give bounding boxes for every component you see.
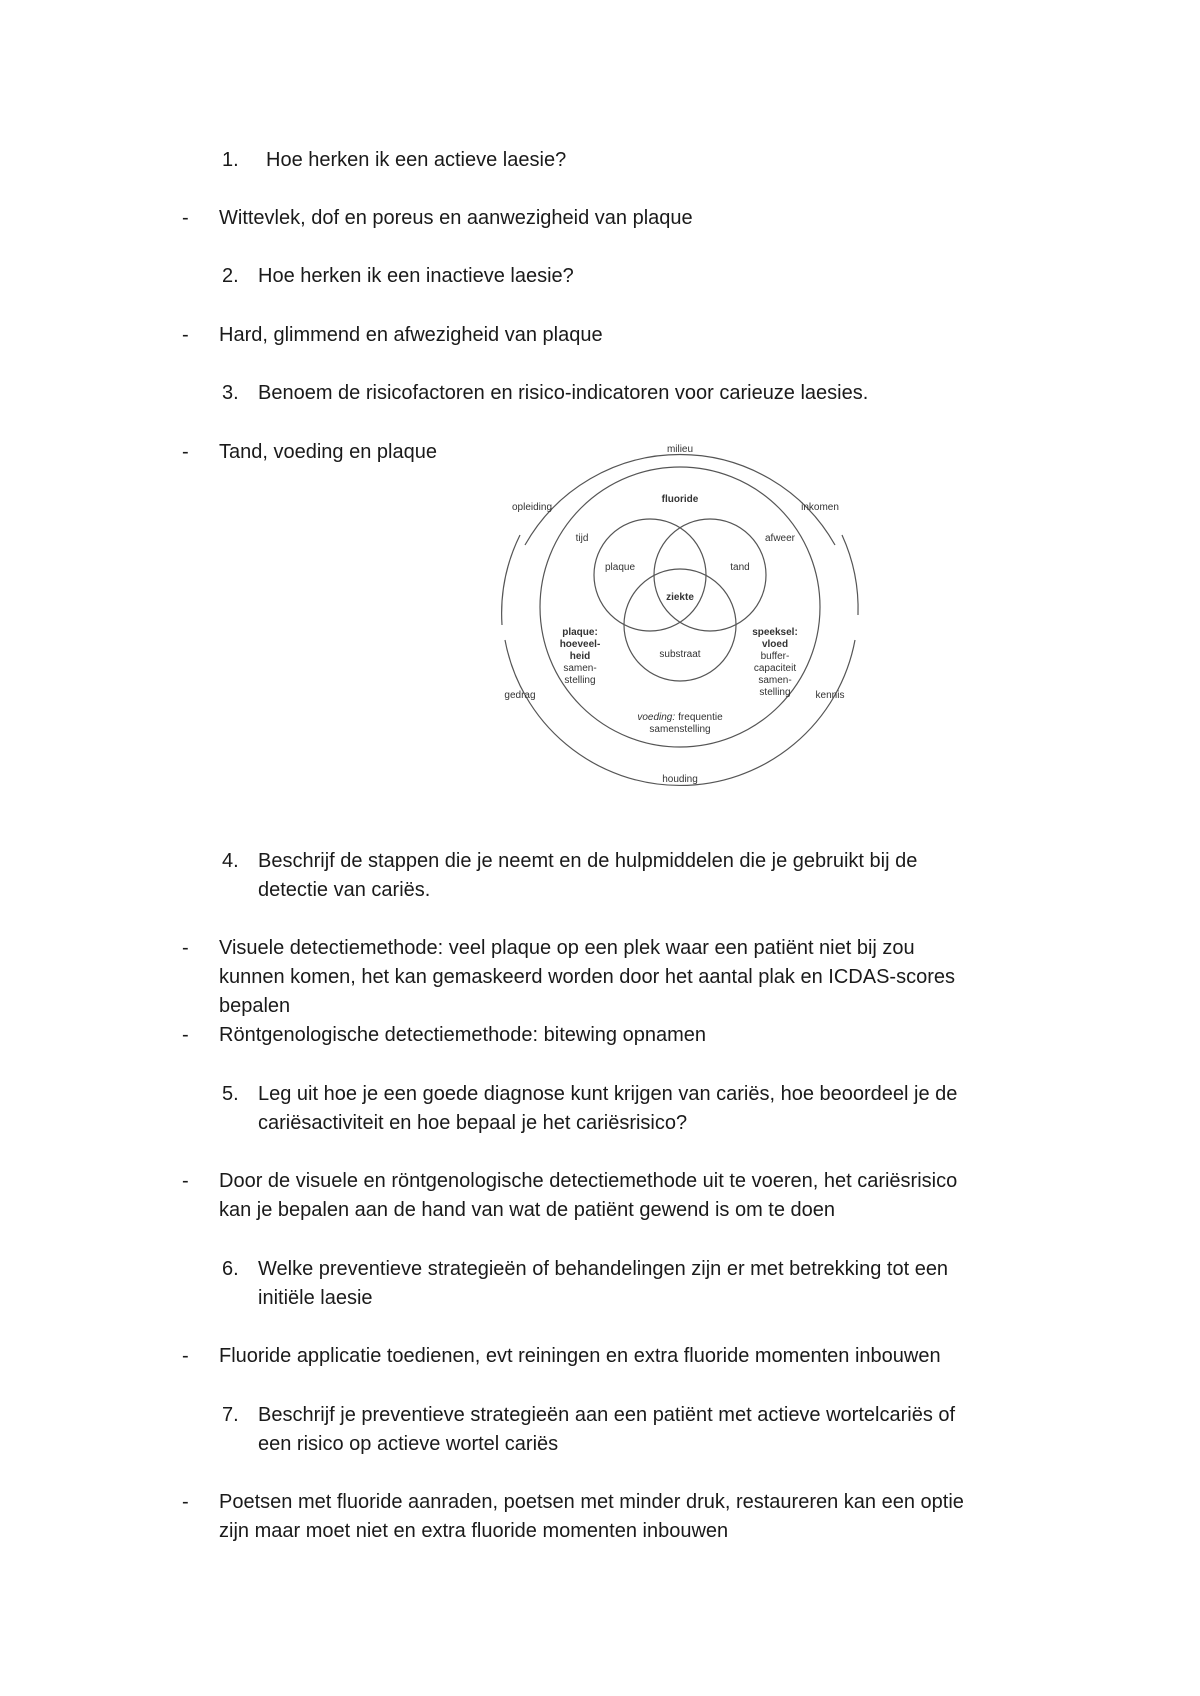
label-left-block: hoeveel- — [559, 639, 601, 650]
label-left-block: samen- — [563, 663, 597, 674]
label-substraat: substraat — [659, 649, 701, 660]
label-right-block: capaciteit — [753, 663, 797, 674]
answer-text: Visuele detectiemethode: veel plaque op een plek waar een patiënt niet bij zou — [219, 937, 915, 959]
label-right-block: buffer- — [760, 651, 790, 662]
answer-text: Wittevlek, dof en poreus en aanwezigheid van plaque — [219, 207, 693, 229]
label-fluoride: fluoride — [661, 494, 699, 505]
dash-bullet: - — [182, 937, 189, 959]
dash-bullet: - — [182, 1024, 189, 1046]
question-number: 5. — [222, 1083, 239, 1105]
middle-circle — [540, 467, 820, 747]
answer-text: Tand, voeding en plaque — [219, 441, 437, 463]
risk-factor-diagram — [490, 415, 870, 795]
label-voeding-italic: voeding: — [637, 712, 676, 723]
question-text: Beschrijf je preventieve strategieën aan een patiënt met actieve wortelcariës of — [258, 1404, 956, 1426]
label-right-block: speeksel: — [752, 627, 798, 638]
answer-text: bepalen — [219, 995, 291, 1017]
answer-text: Poetsen met fluoride aanraden, poetsen met minder druk, restaureren kan een optie — [219, 1491, 964, 1513]
dash-bullet: - — [182, 1170, 189, 1192]
label-samenstelling: samenstelling — [649, 724, 711, 735]
question-text: Hoe herken ik een actieve laesie? — [266, 149, 567, 171]
label-voeding-rest: frequentie — [678, 712, 723, 723]
answer-text: Hard, glimmend en afwezigheid van plaque — [219, 324, 603, 346]
label-right-block: stelling — [759, 687, 791, 698]
question-text: Leg uit hoe je een goede diagnose kunt krijgen van cariës, hoe beoordeel je de — [258, 1083, 958, 1105]
label-gedrag: gedrag — [504, 690, 536, 701]
inner-circle-plaque — [594, 519, 706, 631]
question-text: cariësactiviteit en hoe bepaal je het cariësrisico? — [258, 1112, 688, 1134]
label-afweer: afweer — [764, 533, 796, 544]
inner-circle-substraat — [624, 569, 736, 681]
label-left-block: plaque: — [562, 627, 598, 638]
label-right-block: vloed — [761, 639, 789, 650]
question-number: 3. — [222, 382, 239, 404]
label-right-block: samen- — [758, 675, 792, 686]
label-tijd: tijd — [575, 533, 589, 544]
label-left-block: stelling — [564, 675, 596, 686]
question-text: een risico op actieve wortel cariës — [258, 1433, 559, 1455]
question-number: 7. — [222, 1404, 239, 1426]
dash-bullet: - — [182, 324, 189, 346]
inner-circle-tand — [654, 519, 766, 631]
question-number: 4. — [222, 850, 239, 872]
label-ziekte: ziekte — [666, 592, 694, 603]
label-milieu: milieu — [666, 444, 694, 455]
label-kennis: kennis — [815, 690, 845, 701]
label-inkomen: inkomen — [801, 502, 839, 513]
answer-text: kunnen komen, het kan gemaskeerd worden door het aantal plak en ICDAS-scores — [219, 966, 955, 988]
answer-text: Röntgenologische detectiemethode: bitewing opnamen — [219, 1024, 707, 1046]
answer-text: Door de visuele en röntgenologische detectiemethode uit te voeren, het cariësrisico — [219, 1170, 958, 1192]
question-number: 6. — [222, 1258, 239, 1280]
dash-bullet: - — [182, 441, 189, 463]
label-houding: houding — [662, 774, 698, 785]
dash-bullet: - — [182, 207, 189, 229]
label-voeding — [637, 712, 723, 723]
question-number: 1. — [222, 149, 239, 171]
answer-text: Fluoride applicatie toedienen, evt reiningen en extra fluoride momenten inbouwen — [219, 1345, 941, 1367]
outer-arc-right — [842, 535, 858, 615]
dash-bullet: - — [182, 1491, 189, 1513]
label-opleiding: opleiding — [511, 502, 553, 513]
question-text: detectie van cariës. — [258, 879, 431, 901]
label-left-block: heid — [569, 651, 591, 662]
question-text: Beschrijf de stappen die je neemt en de hulpmiddelen die je gebruikt bij de — [258, 850, 918, 872]
dash-bullet: - — [182, 1345, 189, 1367]
question-text: Welke preventieve strategieën of behandelingen zijn er met betrekking tot een — [258, 1258, 949, 1280]
question-number: 2. — [222, 265, 239, 287]
label-tand: tand — [730, 562, 750, 573]
label-plaque: plaque — [604, 562, 636, 573]
outer-arc-left — [502, 535, 520, 625]
question-text: Hoe herken ik een inactieve laesie? — [258, 265, 574, 287]
question-text: Benoem de risicofactoren en risico-indicatoren voor carieuze laesies. — [258, 382, 869, 404]
question-text: initiële laesie — [258, 1287, 373, 1309]
answer-text: zijn maar moet niet en extra fluoride momenten inbouwen — [219, 1520, 729, 1542]
answer-text: kan je bepalen aan de hand van wat de patiënt gewend is om te doen — [219, 1199, 836, 1221]
